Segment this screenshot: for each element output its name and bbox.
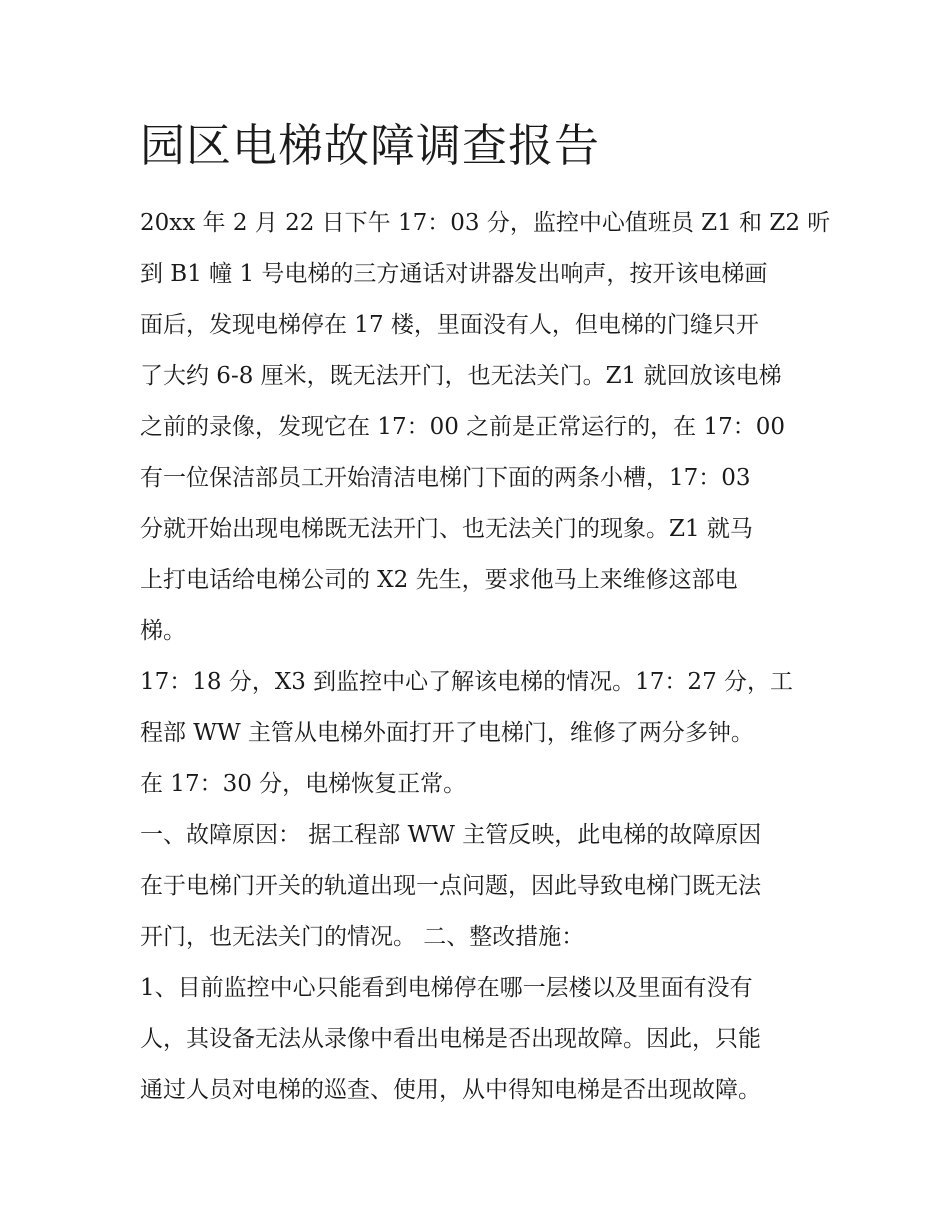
body-line: 分就开始出现电梯既无法开门、也无法关门的现象。Z1 就马 <box>140 516 753 542</box>
body-line: 人，其设备无法从录像中看出电梯是否出现故障。因此，只能 <box>140 1026 761 1052</box>
body-line: 之前的录像，发现它在 17：00 之前是正常运行的，在 17：00 <box>140 414 785 440</box>
body-line: 通过人员对电梯的巡查、使用，从中得知电梯是否出现故障。 <box>140 1077 761 1103</box>
body-line: 了大约 6-8 厘米，既无法开门，也无法关门。Z1 就回放该电梯 <box>140 363 782 389</box>
body-line: 在 17：30 分，电梯恢复正常。 <box>140 771 467 797</box>
body-line: 程部 WW 主管从电梯外面打开了电梯门，维修了两分多钟。 <box>140 720 754 746</box>
body-line: 有一位保洁部员工开始清洁电梯门下面的两条小槽，17：03 <box>140 465 751 491</box>
body-line: 梯。 <box>140 618 186 644</box>
body-line: 上打电话给电梯公司的 X2 先生，要求他马上来维修这部电 <box>140 567 738 593</box>
body-line: 开门，也无法关门的情况。 二、整改措施： <box>140 924 585 950</box>
document-title: 园区电梯故障调查报告 <box>140 119 601 172</box>
body-line: 面后，发现电梯停在 17 楼，里面没有人，但电梯的门缝只开 <box>140 312 759 338</box>
body-line: 在于电梯门开关的轨道出现一点问题，因此导致电梯门既无法 <box>140 873 761 899</box>
body-line: 到 B1 幢 1 号电梯的三方通话对讲器发出响声，按开该电梯画 <box>140 261 768 287</box>
body-line: 20xx 年 2 月 22 日下午 17：03 分，监控中心值班员 Z1 和 Z2 听 <box>140 210 831 236</box>
body-line: 1、目前监控中心只能看到电梯停在哪一层楼以及里面有没有 <box>140 975 753 1001</box>
document-body <box>140 198 831 1116</box>
body-line: 一、故障原因： 据工程部 WW 主管反映，此电梯的故障原因 <box>140 822 762 848</box>
body-line: 17：18 分，X3 到监控中心了解该电梯的情况。17：27 分，工 <box>140 669 794 695</box>
